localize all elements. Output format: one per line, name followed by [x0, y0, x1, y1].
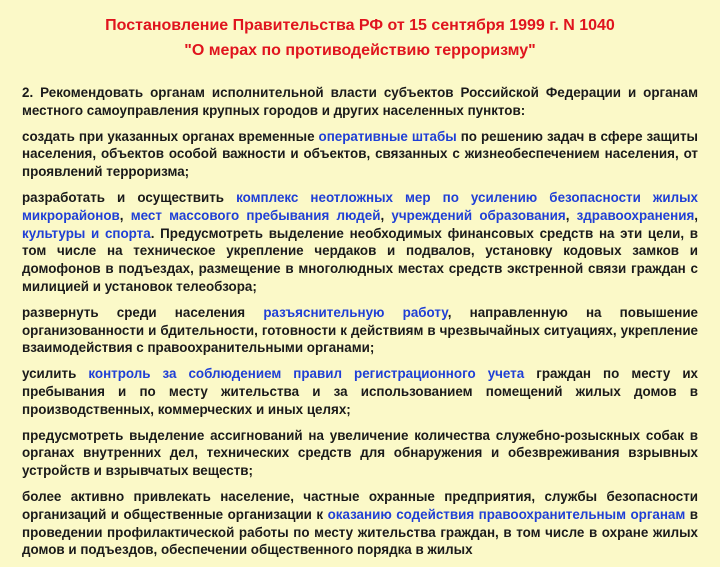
text-segment: . Предусмотреть выделение необходимых финансовых средств на эти цели, в том числе на техническое укрепление чердаков и подвалов, установку кодовых замков и домофонов в подъездах, размещение в многолюдных местах средств экстренной связи граждан с милицией и установок телеобзора;	[22, 225, 698, 294]
text-segment: ,	[119, 207, 131, 223]
text-segment: создать при указанных органах временные	[22, 128, 319, 144]
paragraph-5	[22, 365, 698, 418]
text-segment: ,	[565, 207, 577, 223]
highlighted-term: здравоохранения	[576, 207, 695, 223]
highlighted-term: оперативные штабы	[318, 128, 457, 144]
document-body	[22, 84, 698, 567]
highlighted-term: учреждений образования	[391, 207, 566, 223]
paragraph-3	[22, 189, 698, 296]
text-segment: предусмотреть выделение ассигнований на увеличение количества служебно-розыскных собак в органах внутренних дел, технических средств для обнаружения и обезвреживания взрывных устройств и взрывчатых веществ;	[22, 427, 698, 479]
paragraph-6	[22, 427, 698, 480]
text-segment: , направленную на повышение организованности и бдительности, готовности к действиям в чрезвычайных ситуациях, укрепление взаимодействия с правоохранительными органами;	[22, 304, 698, 356]
text-segment: по решению задач в сфере защиты населения, объектов особой важности и объектов, связанных с жизнеобеспечением населения, от проявлений терроризма;	[22, 128, 698, 180]
text-segment: 2. Рекомендовать органам исполнительной власти субъектов Российской Федерации и органам местного самоуправления крупных городов и других населенных пунктов:	[22, 85, 698, 118]
text-segment: ,	[380, 207, 392, 223]
text-segment: в проведении профилактической работы по месту жительства граждан, в том числе в охране жилых домов и подъездов, обеспечении общественного порядка в жилых	[22, 506, 699, 558]
paragraph-7	[22, 488, 698, 559]
text-segment: развернуть среди населения	[22, 304, 264, 320]
document-subtitle: "О мерах по противодействию терроризму"	[184, 42, 536, 59]
highlighted-term: оказанию содействия правоохранительным органам	[327, 506, 686, 522]
text-segment: ,	[694, 207, 698, 223]
text-segment: разработать и осуществить	[22, 189, 237, 205]
document-title: Постановление Правительства РФ от 15 сентября 1999 г. N 1040	[105, 17, 615, 34]
text-segment: усилить	[22, 366, 89, 382]
highlighted-term: мест массового пребывания людей	[130, 207, 381, 223]
highlighted-term: контроль за соблюдением правил регистрационного учета	[88, 366, 525, 382]
text-segment: более активно привлекать население, частные охранные предприятия, службы безопасности организаций и общественные организации к	[22, 488, 698, 522]
highlighted-term: разъяснительную работу	[263, 304, 448, 320]
paragraph-1	[22, 84, 698, 120]
text-segment: граждан по месту их пребывания и по месту жительства и за использованием помещений жилых домов в производственных, коммерческих и иных целях;	[22, 366, 698, 417]
paragraph-4	[22, 304, 698, 357]
highlighted-term: комплекс неотложных мер по усилению безопасности жилых микрорайонов	[22, 189, 698, 223]
paragraph-2	[22, 128, 698, 181]
highlighted-term: культуры и спорта	[22, 225, 151, 241]
